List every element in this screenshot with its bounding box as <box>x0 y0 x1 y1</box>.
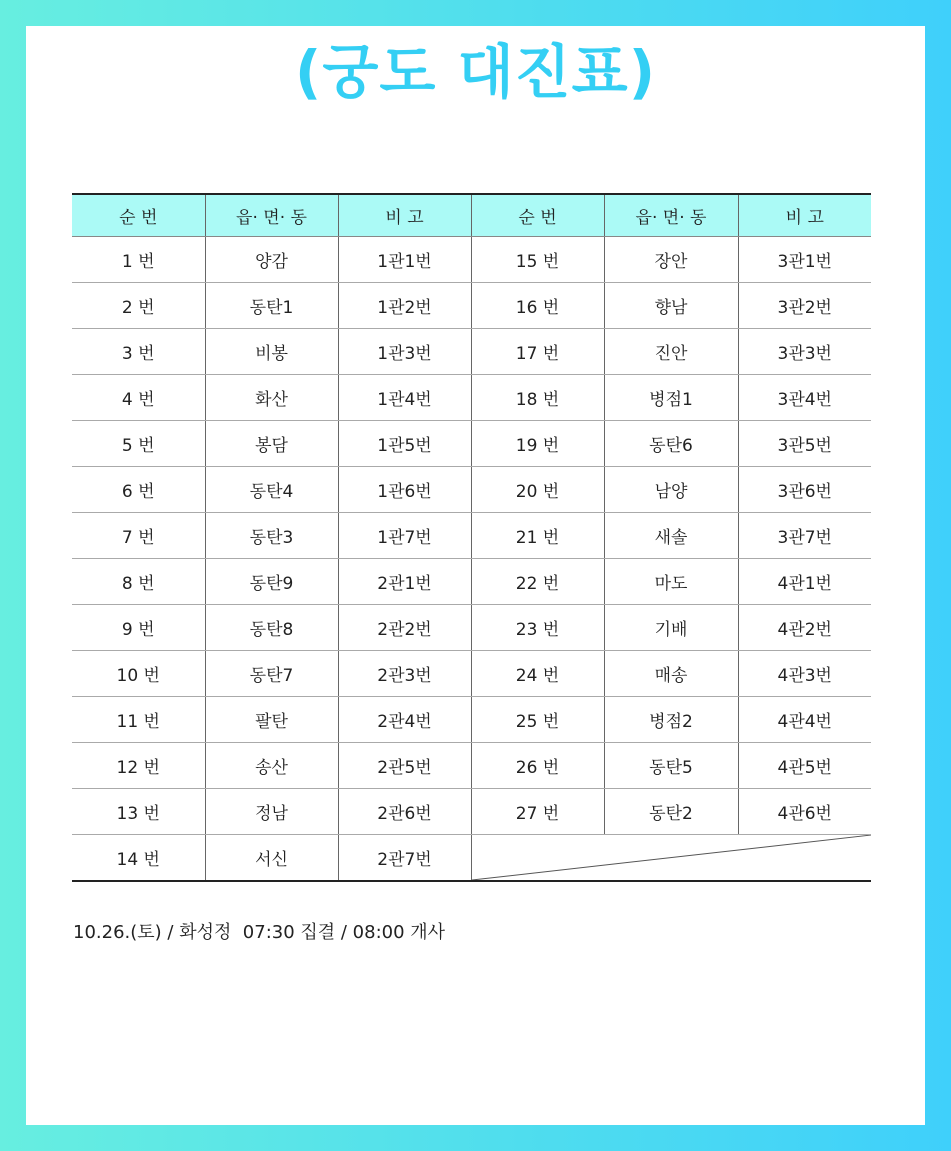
right-note-cell: 3관1번 <box>738 237 871 283</box>
right-note-cell: 4관5번 <box>738 743 871 789</box>
right-district-cell: 향남 <box>604 283 738 329</box>
left-note-cell: 2관2번 <box>338 605 471 651</box>
right-district-cell: 마도 <box>604 559 738 605</box>
right-order-cell: 15 번 <box>471 237 604 283</box>
left-district-cell: 동탄1 <box>205 283 338 329</box>
left-note-cell: 2관7번 <box>338 835 471 882</box>
table-row <box>72 697 871 743</box>
left-district-cell: 동탄9 <box>205 559 338 605</box>
left-district-cell: 화산 <box>205 375 338 421</box>
right-order-cell: 22 번 <box>471 559 604 605</box>
table-header-row <box>72 194 871 237</box>
right-order-cell: 27 번 <box>471 789 604 835</box>
right-note-cell: 3관6번 <box>738 467 871 513</box>
left-order-cell: 7 번 <box>72 513 205 559</box>
left-order-cell: 6 번 <box>72 467 205 513</box>
table-row <box>72 789 871 835</box>
left-order-cell: 9 번 <box>72 605 205 651</box>
right-order-cell: 23 번 <box>471 605 604 651</box>
left-note-cell: 2관6번 <box>338 789 471 835</box>
right-order-cell: 19 번 <box>471 421 604 467</box>
right-note-cell: 4관2번 <box>738 605 871 651</box>
left-order-cell: 11 번 <box>72 697 205 743</box>
table-row <box>72 283 871 329</box>
right-order-cell: 25 번 <box>471 697 604 743</box>
table-row <box>72 375 871 421</box>
header-district: 읍· 면· 동 <box>205 194 338 237</box>
table-row <box>72 237 871 283</box>
left-note-cell: 1관6번 <box>338 467 471 513</box>
right-note-cell: 4관4번 <box>738 697 871 743</box>
left-order-cell: 5 번 <box>72 421 205 467</box>
left-district-cell: 봉담 <box>205 421 338 467</box>
right-note-cell: 3관4번 <box>738 375 871 421</box>
right-order-cell: 21 번 <box>471 513 604 559</box>
right-note-cell: 3관7번 <box>738 513 871 559</box>
left-order-cell: 13 번 <box>72 789 205 835</box>
left-note-cell: 1관3번 <box>338 329 471 375</box>
header-order: 순 번 <box>471 194 604 237</box>
header-district: 읍· 면· 동 <box>604 194 738 237</box>
right-order-cell: 17 번 <box>471 329 604 375</box>
right-note-cell: 4관1번 <box>738 559 871 605</box>
right-district-cell: 새솔 <box>604 513 738 559</box>
right-note-cell: 3관3번 <box>738 329 871 375</box>
left-order-cell: 10 번 <box>72 651 205 697</box>
right-note-cell: 3관2번 <box>738 283 871 329</box>
table-row <box>72 559 871 605</box>
left-note-cell: 1관1번 <box>338 237 471 283</box>
right-district-cell: 매송 <box>604 651 738 697</box>
left-order-cell: 1 번 <box>72 237 205 283</box>
table-row <box>72 835 871 882</box>
table-row <box>72 421 871 467</box>
right-district-cell: 동탄5 <box>604 743 738 789</box>
left-order-cell: 14 번 <box>72 835 205 882</box>
left-district-cell: 서신 <box>205 835 338 882</box>
left-note-cell: 1관2번 <box>338 283 471 329</box>
left-district-cell: 비봉 <box>205 329 338 375</box>
right-note-cell: 4관6번 <box>738 789 871 835</box>
right-district-cell: 동탄2 <box>604 789 738 835</box>
left-note-cell: 1관4번 <box>338 375 471 421</box>
header-note: 비 고 <box>738 194 871 237</box>
table-row <box>72 651 871 697</box>
left-district-cell: 동탄8 <box>205 605 338 651</box>
right-district-cell: 동탄6 <box>604 421 738 467</box>
right-order-cell: 18 번 <box>471 375 604 421</box>
table-row <box>72 743 871 789</box>
left-district-cell: 정남 <box>205 789 338 835</box>
header-note: 비 고 <box>338 194 471 237</box>
right-district-cell: 병점2 <box>604 697 738 743</box>
table-row <box>72 605 871 651</box>
left-order-cell: 8 번 <box>72 559 205 605</box>
right-district-cell: 병점1 <box>604 375 738 421</box>
table-row <box>72 513 871 559</box>
left-district-cell: 팔탄 <box>205 697 338 743</box>
header-order: 순 번 <box>72 194 205 237</box>
right-district-cell: 기배 <box>604 605 738 651</box>
event-info: 10.26.(토) / 화성정 07:30 집결 / 08:00 개사 <box>73 922 446 943</box>
right-order-cell: 26 번 <box>471 743 604 789</box>
left-note-cell: 1관5번 <box>338 421 471 467</box>
table-row <box>72 329 871 375</box>
left-order-cell: 2 번 <box>72 283 205 329</box>
left-order-cell: 4 번 <box>72 375 205 421</box>
right-note-cell: 4관3번 <box>738 651 871 697</box>
left-note-cell: 2관1번 <box>338 559 471 605</box>
diagonal-line <box>472 835 872 880</box>
right-district-cell: 장안 <box>604 237 738 283</box>
right-district-cell: 진안 <box>604 329 738 375</box>
empty-diagonal-cell <box>471 835 871 882</box>
left-order-cell: 12 번 <box>72 743 205 789</box>
page-title: (궁도 대진표) <box>294 38 657 106</box>
right-order-cell: 24 번 <box>471 651 604 697</box>
schedule-sheet <box>26 26 925 1125</box>
left-note-cell: 1관7번 <box>338 513 471 559</box>
left-district-cell: 동탄3 <box>205 513 338 559</box>
left-district-cell: 동탄4 <box>205 467 338 513</box>
left-note-cell: 2관5번 <box>338 743 471 789</box>
left-district-cell: 동탄7 <box>205 651 338 697</box>
left-district-cell: 양감 <box>205 237 338 283</box>
left-district-cell: 송산 <box>205 743 338 789</box>
left-note-cell: 2관3번 <box>338 651 471 697</box>
left-note-cell: 2관4번 <box>338 697 471 743</box>
right-district-cell: 남양 <box>604 467 738 513</box>
right-order-cell: 16 번 <box>471 283 604 329</box>
schedule-table <box>72 193 871 882</box>
table-row <box>72 467 871 513</box>
right-order-cell: 20 번 <box>471 467 604 513</box>
left-order-cell: 3 번 <box>72 329 205 375</box>
right-note-cell: 3관5번 <box>738 421 871 467</box>
